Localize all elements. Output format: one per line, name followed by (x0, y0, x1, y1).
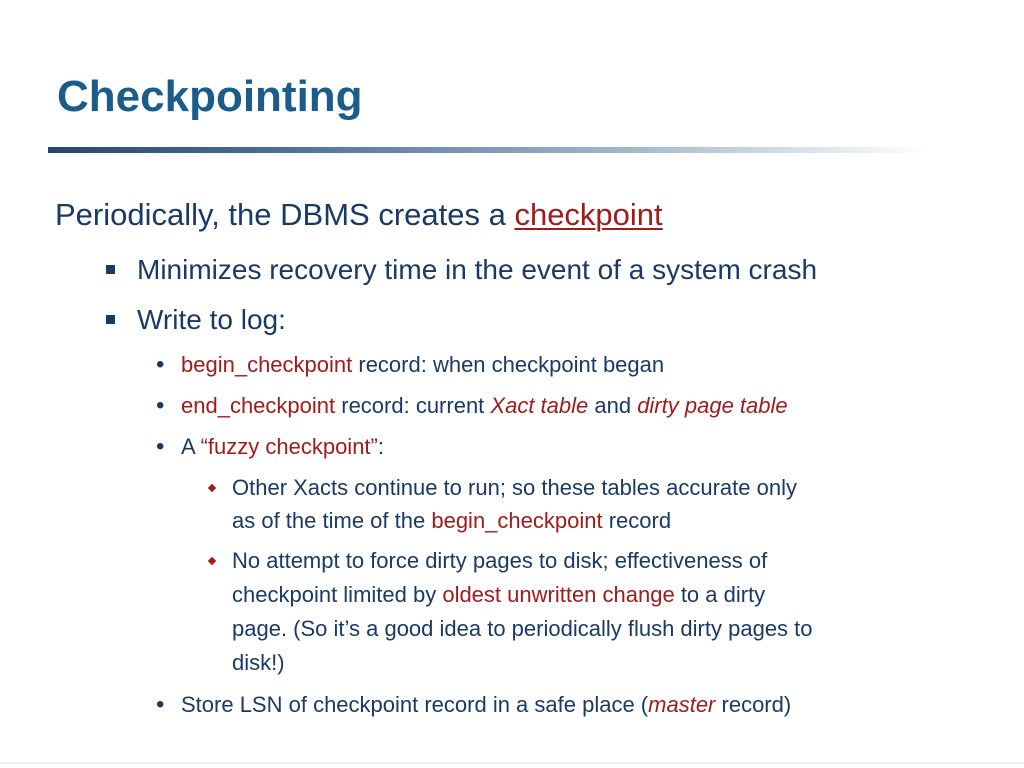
fuzzy-detail-1-line-1: Other Xacts continue to run; so these tables accurate only (232, 475, 797, 500)
end-checkpoint-term: end_checkpoint (181, 393, 336, 418)
fuzzy-detail-1-suffix: record (602, 508, 672, 533)
begin-checkpoint-term: begin_checkpoint (181, 352, 353, 377)
fuzzy-detail-2-line-3: page. (So it’s a good idea to periodically flush dirty pages to (232, 616, 813, 641)
checkpoint-term: checkpoint (514, 197, 663, 232)
store-lsn-prefix: Store LSN of checkpoint record in a safe place ( (181, 692, 649, 717)
fuzzy-detail-1-prefix: as of the time of the (232, 508, 432, 533)
master-term: master (648, 692, 716, 717)
fuzzy-detail-2-line-1: No attempt to force dirty pages to disk; effectiveness of (232, 548, 768, 573)
begin-checkpoint-desc: record: when checkpoint began (352, 352, 665, 377)
xact-table-term: Xact table (490, 393, 589, 418)
store-lsn-suffix: record) (715, 692, 792, 717)
fuzzy-prefix: A (181, 434, 201, 459)
item-fuzzy-checkpoint (181, 434, 384, 460)
end-checkpoint-desc: record: current (335, 393, 491, 418)
item-begin-checkpoint (181, 352, 664, 378)
title-divider (48, 147, 928, 153)
square-bullet-icon (106, 315, 115, 324)
point-text: Periodically, the DBMS creates a (55, 197, 515, 232)
sub-point-recovery-time: Minimizes recovery time in the event of a system crash (137, 254, 818, 285)
and-text: and (588, 393, 638, 418)
diamond-bullet-icon (208, 484, 216, 492)
item-store-lsn (181, 692, 791, 718)
fuzzy-detail-1-line-2 (232, 508, 671, 534)
round-bullet-icon: • (156, 392, 165, 419)
fuzzy-detail-2-line-2 (232, 582, 765, 608)
begin-checkpoint-ref: begin_checkpoint (431, 508, 603, 533)
round-bullet-icon: • (156, 351, 165, 378)
footer-divider (0, 762, 1024, 764)
point-periodic-checkpoint (55, 197, 663, 233)
slide-title: Checkpointing (57, 72, 363, 121)
dirty-page-table-term: dirty page table (637, 393, 788, 418)
square-bullet-icon (106, 265, 115, 274)
fuzzy-suffix: : (377, 434, 384, 459)
round-bullet-icon: • (156, 433, 165, 460)
fuzzy-checkpoint-term: “fuzzy checkpoint” (200, 434, 378, 459)
fuzzy-detail-2-line-4: disk!) (232, 650, 285, 675)
sub-point-write-log: Write to log: (137, 304, 286, 335)
diamond-bullet-icon (208, 557, 216, 565)
fuzzy-detail-2-prefix: checkpoint limited by (232, 582, 443, 607)
item-end-checkpoint (181, 393, 788, 419)
oldest-unwritten-change-term: oldest unwritten change (442, 582, 675, 607)
round-bullet-icon: • (156, 691, 165, 718)
fuzzy-detail-2-suffix: to a dirty (674, 582, 766, 607)
